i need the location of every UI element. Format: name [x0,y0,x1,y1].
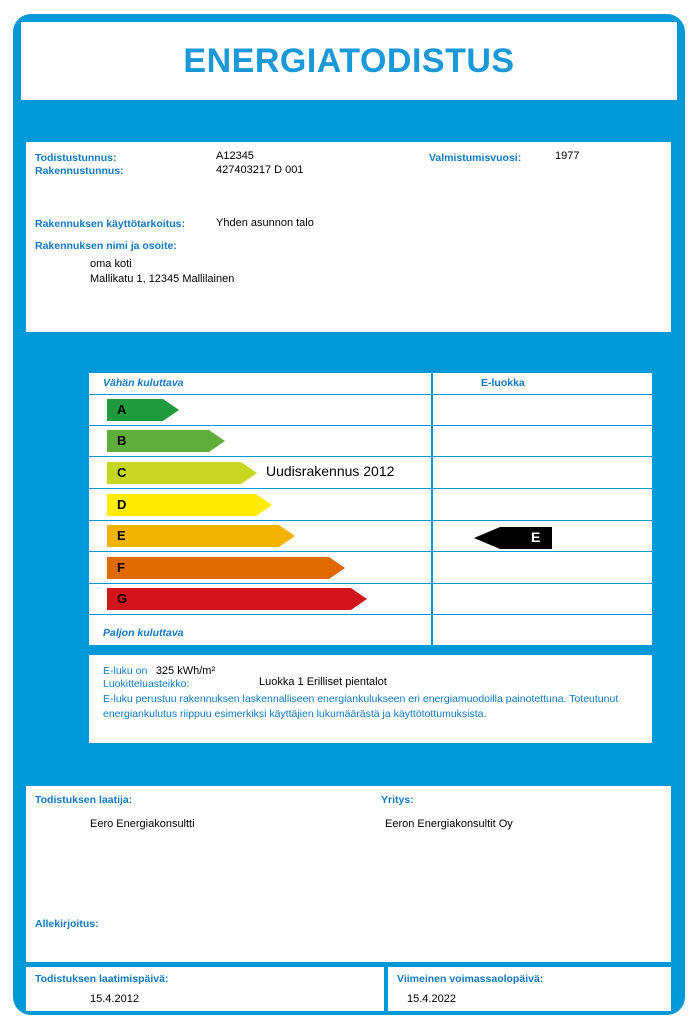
energy-class-letter: F [117,560,125,575]
eluku-label: E-luku on [103,665,148,677]
energy-class-arrow-shape [107,462,257,484]
column-divider [431,373,433,645]
purpose-label: Rakennuksen käyttötarkoitus: [35,218,185,230]
author-value: Eero Energiakonsultti [90,818,195,830]
certificate-id-label: Todistustunnus: [35,152,117,164]
purpose-value: Yhden asunnon talo [216,217,314,229]
energy-class-letter: B [117,433,127,448]
energy-class-letter: G [117,591,128,606]
valid-until-value: 15.4.2022 [407,993,456,1005]
issue-date-panel [26,967,384,1011]
valid-date-panel [388,967,671,1011]
energy-class-arrow-d [107,494,272,516]
energy-class-arrow-g [107,588,367,610]
energy-class-header: E-luokka [481,377,525,389]
result-class-letter: E [531,529,541,545]
completion-year-value: 1977 [555,150,580,162]
energy-class-arrow-shape [107,494,272,516]
building-name-label: Rakennuksen nimi ja osoite: [35,240,177,252]
energy-class-letter: C [117,465,127,480]
energy-class-arrow-c [107,462,257,484]
building-address-line: Mallikatu 1, 12345 Mallilainen [90,273,235,285]
completion-year-label: Valmistumisvuosi: [429,152,522,164]
energy-class-letter: A [117,402,127,417]
result-class-indicator [474,527,552,549]
building-id-value: 427403217 D 001 [216,164,304,176]
summary-panel [89,655,652,743]
company-label: Yritys: [381,794,414,806]
energy-scale-panel [89,373,652,645]
scale-class-label: Luokitteluasteikko: [103,678,190,690]
energy-class-arrow-shape [107,557,345,579]
issuer-panel [26,786,671,962]
energy-class-arrow-shape [107,588,367,610]
energy-class-arrow-b [107,430,225,452]
energy-class-letter: D [117,497,127,512]
issue-date-value: 15.4.2012 [90,993,139,1005]
author-label: Todistuksen laatija: [35,794,133,806]
energy-class-letter: E [117,528,126,543]
title-panel [21,22,677,100]
scale-bottom-label: Paljon kuluttava [103,627,184,639]
page-title: ENERGIATODISTUS [183,42,515,80]
building-id-label: Rakennustunnus: [35,165,124,177]
company-value: Eeron Energiakonsultit Oy [385,818,513,830]
building-name-line1: oma koti [90,258,132,270]
issue-date-label: Todistuksen laatimispäivä: [35,973,169,985]
scale-top-label: Vähän kuluttava [103,377,184,389]
info-panel [26,142,671,332]
energy-class-arrow-e [107,525,295,547]
energy-class-arrow-a [107,399,179,421]
signature-label: Allekirjoitus: [35,918,99,930]
eluku-note: E-luku perustuu rakennuksen laskennalliseen energiankulukseen eri energiamuodoilla painotettuna. Toteutunut energiankulutus riippuu esimerkiksi käyttäjien lukumäärästä ja käyttötottumuksista. [103,693,619,720]
reference-label: Uudisrakennus 2012 [266,463,395,479]
valid-until-label: Viimeinen voimassaolopäivä: [397,973,544,985]
eluku-value: 325 kWh/m² [155,665,216,677]
scale-class-value: Luokka 1 Erilliset pientalot [259,676,387,688]
energy-class-arrow-shape [107,525,295,547]
certificate-id-value: A12345 [216,150,254,162]
certificate-frame [13,14,685,1015]
energy-class-arrow-f [107,557,345,579]
